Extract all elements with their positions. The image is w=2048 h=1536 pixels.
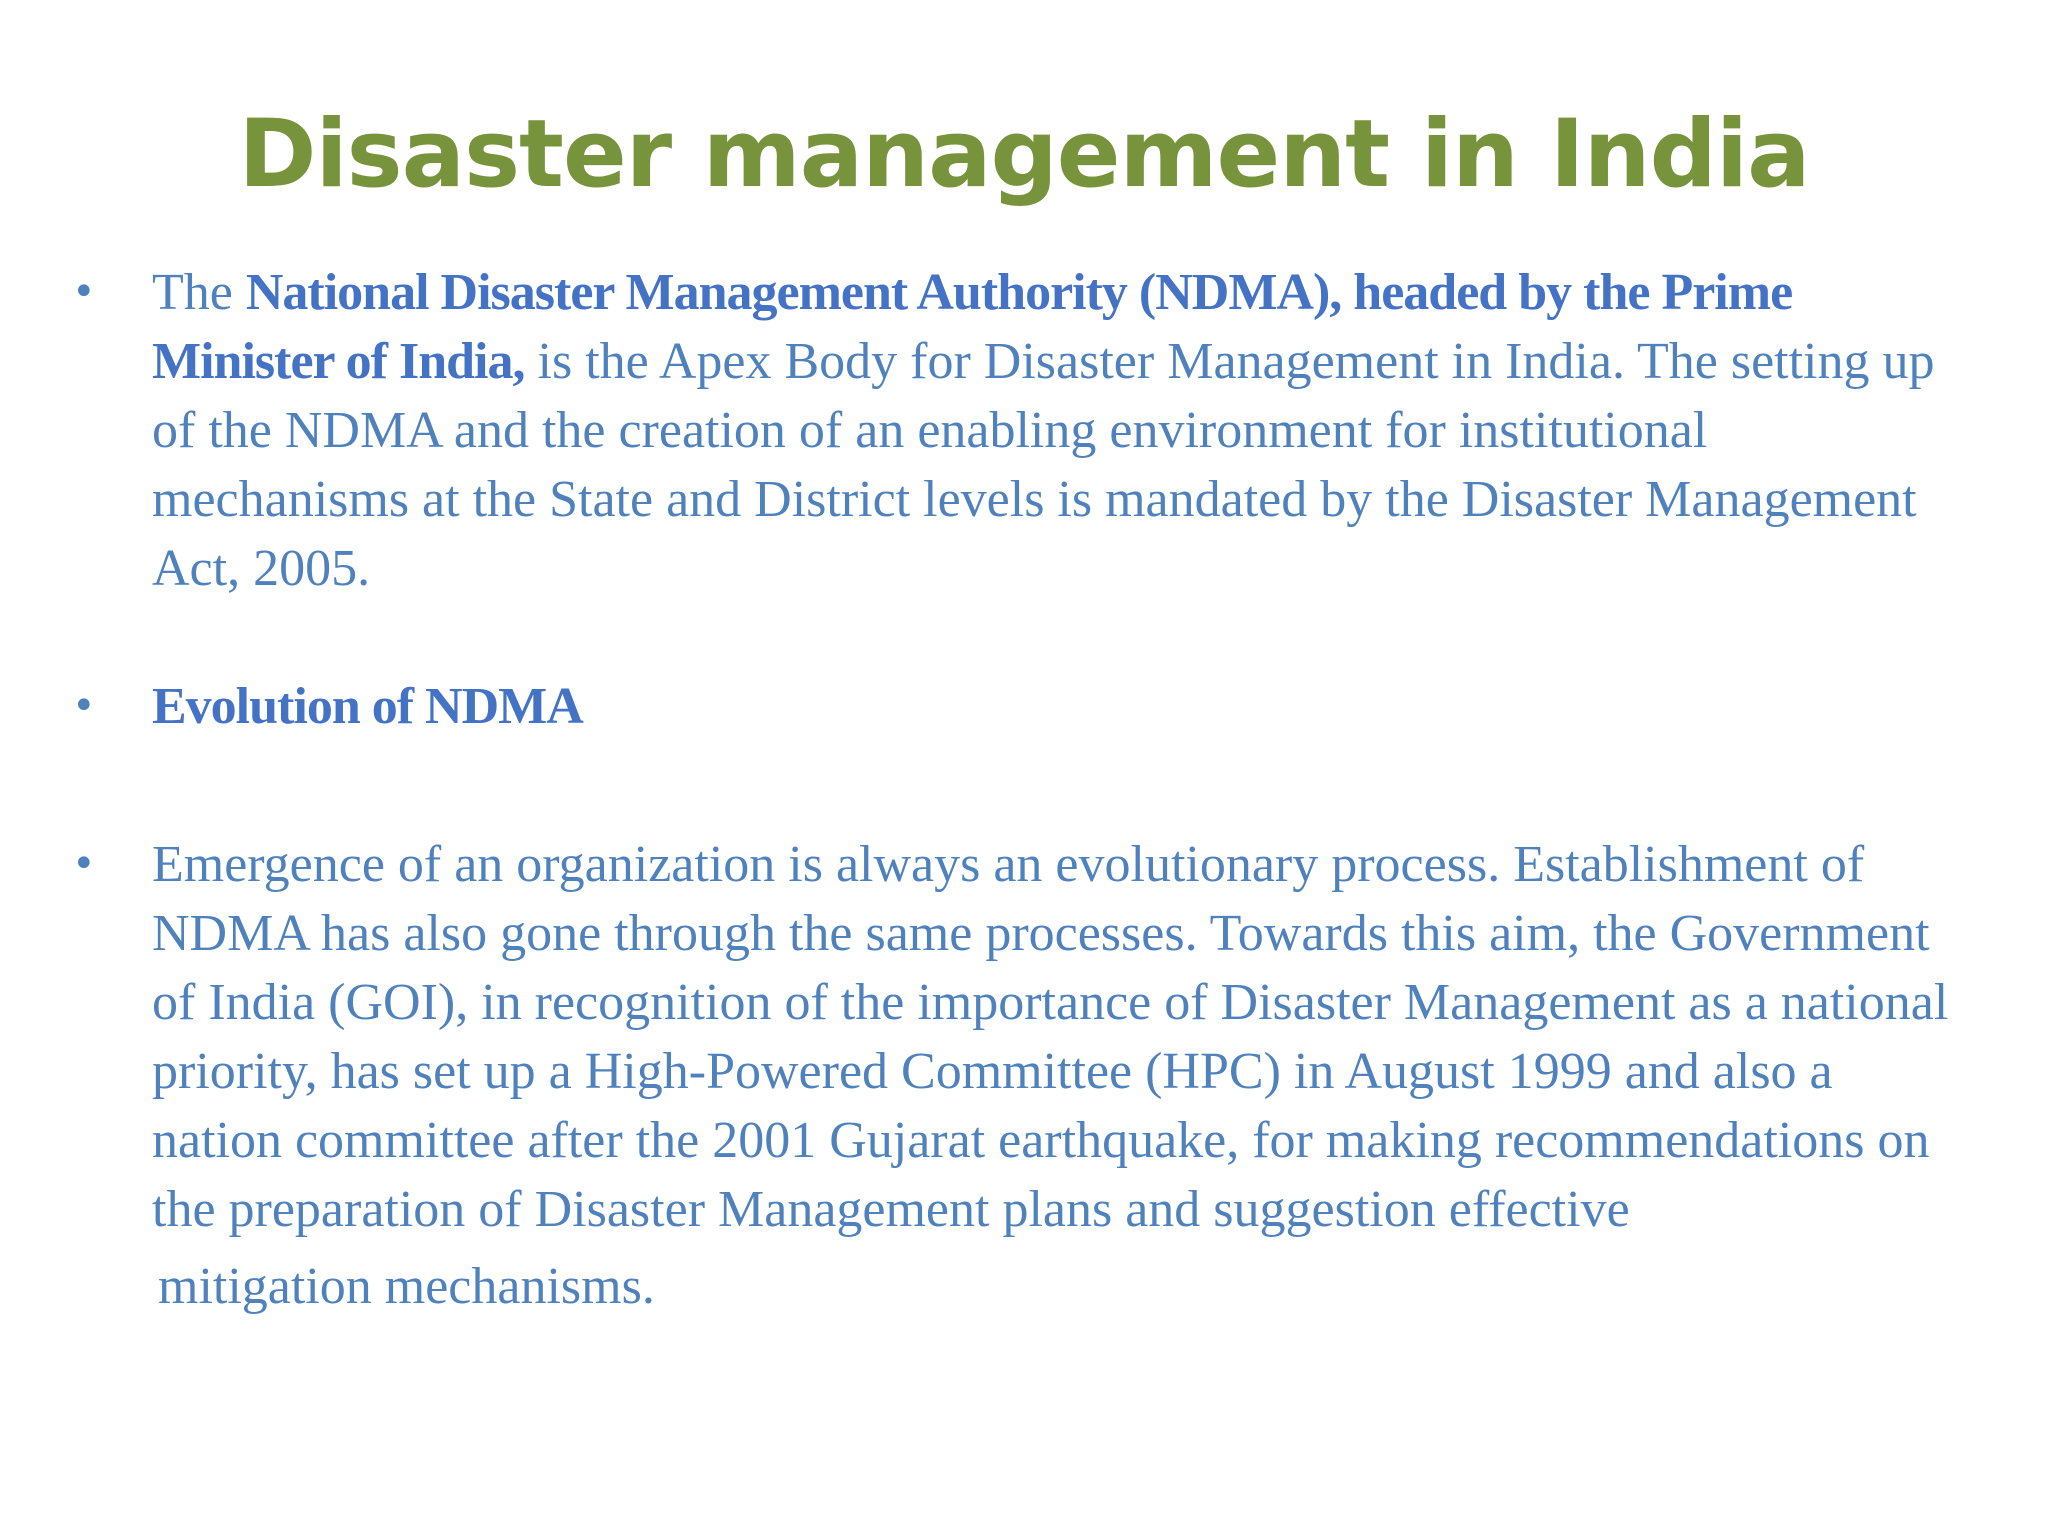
bullet-icon: • xyxy=(72,841,96,887)
emergence-continuation: mitigation mechanisms. xyxy=(158,1258,655,1315)
bullet-evolution-heading xyxy=(72,672,1972,741)
slide-body xyxy=(72,258,1972,1321)
emergence-text: Emergence of an organization is always an evolutionary process. Establishment of NDMA has also gone through the same processes. Towards this aim, the Government of India (GOI), in recognition of the importance of Disaster Management as a national priority, has set up a High-Powered Committee (HPC) in August 1999 and also a nation committee after the 2001 Gujarat earthquake, for making recommendations on the preparation of Disaster Management plans and suggestion effective xyxy=(152,836,1949,1238)
spacer xyxy=(72,741,1972,830)
bullet-icon: • xyxy=(72,683,96,729)
slide-title: Disaster management in India xyxy=(238,100,1810,209)
bullet-text-prefix: The xyxy=(152,264,246,321)
ndma-highlight: National Disaster Management Authority (NDMA), headed by the Prime Minister of India, xyxy=(152,264,1793,390)
bullet-emergence xyxy=(72,830,1972,1244)
evolution-heading: Evolution of NDMA xyxy=(152,678,583,735)
bullet-text-rest: is the Apex Body for Disaster Management in India. The setting up of the NDMA and the creation of an enabling environment for institutional mechanisms at the State and District levels is mandated by the Disaster Management Act, 2005. xyxy=(152,333,1935,597)
spacer xyxy=(72,603,1972,672)
bullet-ndma-apex-body xyxy=(72,258,1972,603)
bullet-icon: • xyxy=(72,269,96,315)
